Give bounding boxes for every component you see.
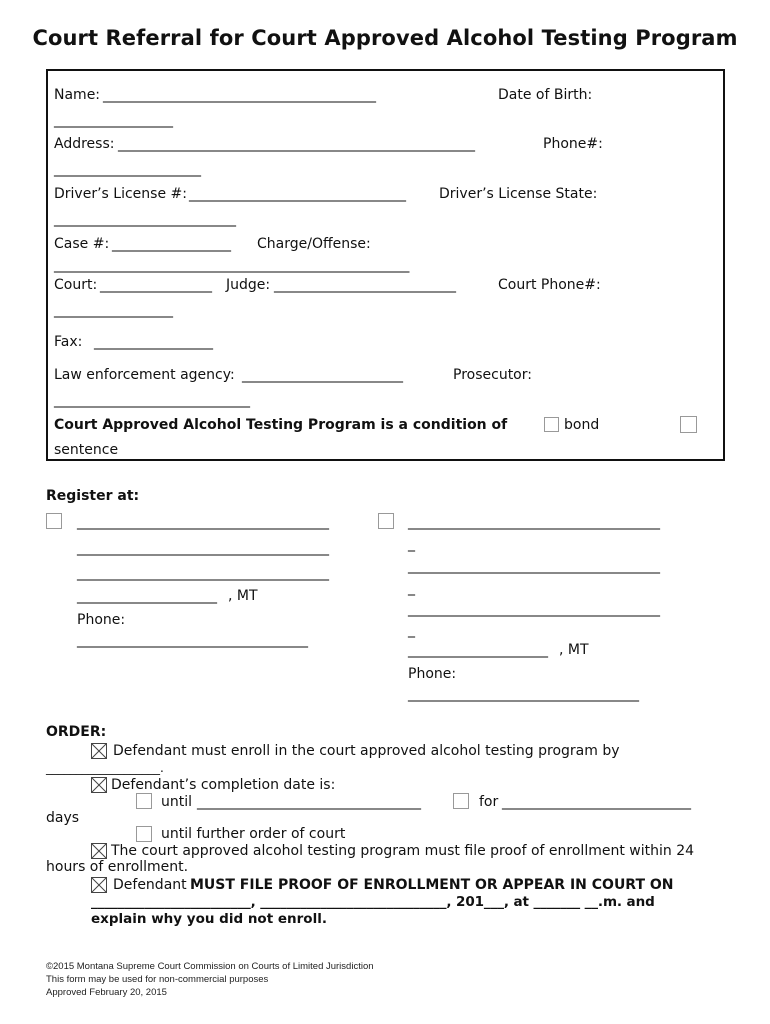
sentence-checkbox[interactable] — [680, 416, 697, 433]
order-appear-prefix: Defendant — [113, 877, 187, 893]
register-left-checkbox[interactable] — [46, 513, 62, 529]
court-phone-label: Court Phone#: — [498, 277, 601, 293]
register-right-phone-label: Phone: — [408, 666, 457, 682]
case-number-field[interactable]: _________________ — [112, 236, 231, 252]
for-checkbox[interactable] — [453, 793, 469, 809]
drivers-license-label: Driver’s License #: — [54, 186, 187, 202]
checked-x-icon — [91, 743, 107, 759]
register-left-line3[interactable]: ____________________________________ — [77, 565, 329, 581]
law-enforcement-field[interactable]: _______________________ — [242, 367, 403, 383]
register-left-state: , MT — [228, 588, 258, 604]
checked-x-icon — [91, 777, 107, 793]
drivers-license-field[interactable]: _______________________________ — [189, 186, 406, 202]
dob-label: Date of Birth: — [498, 87, 593, 103]
order-appear-date-line[interactable]: ________________________, ____________________________, 201___, at _______ __.m. and — [91, 894, 655, 910]
for-days-field[interactable]: ___________________________ — [502, 794, 691, 810]
order-proof-text: The court approved alcohol testing program must file proof of enrollment within 24 — [111, 843, 695, 859]
charge-offense-field[interactable]: _____________________________________________________ — [54, 257, 410, 273]
register-right-line2[interactable]: ____________________________________ — [408, 558, 660, 574]
condition-label: Court Approved Alcohol Testing Program is a condition of — [54, 417, 508, 433]
order-proof-text-cont: hours of enrollment. — [46, 859, 189, 875]
court-phone-field[interactable]: _________________ — [54, 302, 173, 318]
checked-x-icon — [91, 877, 107, 893]
charge-offense-label: Charge/Offense: — [257, 236, 371, 252]
drivers-license-state-field[interactable]: __________________________ — [54, 211, 236, 227]
address-field[interactable]: ___________________________________________________ — [118, 136, 475, 152]
prosecutor-field[interactable]: ____________________________ — [54, 392, 250, 408]
register-right-checkbox[interactable] — [378, 513, 394, 529]
case-number-label: Case #: — [54, 236, 110, 252]
address-label: Address: — [54, 136, 115, 152]
footer-approved: Approved February 20, 2015 — [46, 987, 167, 998]
footer-usage: This form may be used for non-commercial purposes — [46, 974, 269, 985]
court-field[interactable]: ________________ — [100, 277, 212, 293]
register-right-line3-cont: _ — [408, 622, 415, 638]
register-left-line2[interactable]: ____________________________________ — [77, 540, 329, 556]
order-enroll-text: Defendant must enroll in the court approved alcohol testing program by — [113, 743, 620, 759]
bond-label: bond — [564, 417, 600, 433]
register-right-line1-cont: _ — [408, 536, 415, 552]
days-label: days — [46, 810, 80, 826]
dob-field[interactable]: _________________ — [54, 112, 173, 128]
register-right-city[interactable]: ____________________ — [408, 642, 548, 658]
prosecutor-label: Prosecutor: — [453, 367, 532, 383]
order-proof-checkbox[interactable] — [91, 843, 107, 859]
phone-label: Phone#: — [543, 136, 603, 152]
register-right-phone-field[interactable]: _________________________________ — [408, 686, 639, 702]
order-appear-explain: explain why you did not enroll. — [91, 911, 327, 927]
page-title: Court Referral for Court Approved Alcohol Testing Program — [32, 26, 738, 50]
order-completion-checkbox[interactable] — [91, 777, 107, 793]
register-left-line1[interactable]: ____________________________________ — [77, 514, 329, 530]
order-enroll-date-field[interactable]: ___________________. — [46, 761, 164, 775]
judge-label: Judge: — [226, 277, 271, 293]
bond-checkbox[interactable] — [544, 417, 559, 432]
register-heading: Register at: — [46, 488, 140, 504]
order-enroll-checkbox[interactable] — [91, 743, 107, 759]
register-left-phone-field[interactable]: _________________________________ — [77, 632, 308, 648]
fax-label: Fax: — [54, 334, 83, 350]
further-order-checkbox[interactable] — [136, 826, 152, 842]
court-label: Court: — [54, 277, 98, 293]
until-checkbox[interactable] — [136, 793, 152, 809]
further-order-label: until further order of court — [161, 826, 346, 842]
fax-field[interactable]: _________________ — [94, 334, 213, 350]
phone-field[interactable]: _____________________ — [54, 161, 201, 177]
order-appear-text: MUST FILE PROOF OF ENROLLMENT OR APPEAR IN COURT ON — [190, 877, 674, 893]
for-label: for — [479, 794, 499, 810]
register-left-phone-label: Phone: — [77, 612, 126, 628]
checked-x-icon — [91, 843, 107, 859]
law-enforcement-label: Law enforcement agency: — [54, 367, 235, 383]
order-appear-checkbox[interactable] — [91, 877, 107, 893]
register-right-line3[interactable]: ____________________________________ — [408, 601, 660, 617]
until-date-field[interactable]: ________________________________ — [197, 794, 421, 810]
register-right-state: , MT — [559, 642, 589, 658]
register-left-city[interactable]: ____________________ — [77, 588, 217, 604]
until-label: until — [161, 794, 193, 810]
order-heading: ORDER: — [46, 724, 107, 740]
order-completion-text: Defendant’s completion date is: — [111, 777, 336, 793]
register-right-line2-cont: _ — [408, 580, 415, 596]
register-right-line1[interactable]: ____________________________________ — [408, 514, 660, 530]
drivers-license-state-label: Driver’s License State: — [439, 186, 598, 202]
name-label: Name: — [54, 87, 101, 103]
judge-field[interactable]: __________________________ — [274, 277, 456, 293]
name-field[interactable]: _______________________________________ — [103, 87, 376, 103]
footer-copyright: ©2015 Montana Supreme Court Commission on Courts of Limited Jurisdiction — [46, 961, 374, 972]
sentence-label: sentence — [54, 442, 119, 458]
